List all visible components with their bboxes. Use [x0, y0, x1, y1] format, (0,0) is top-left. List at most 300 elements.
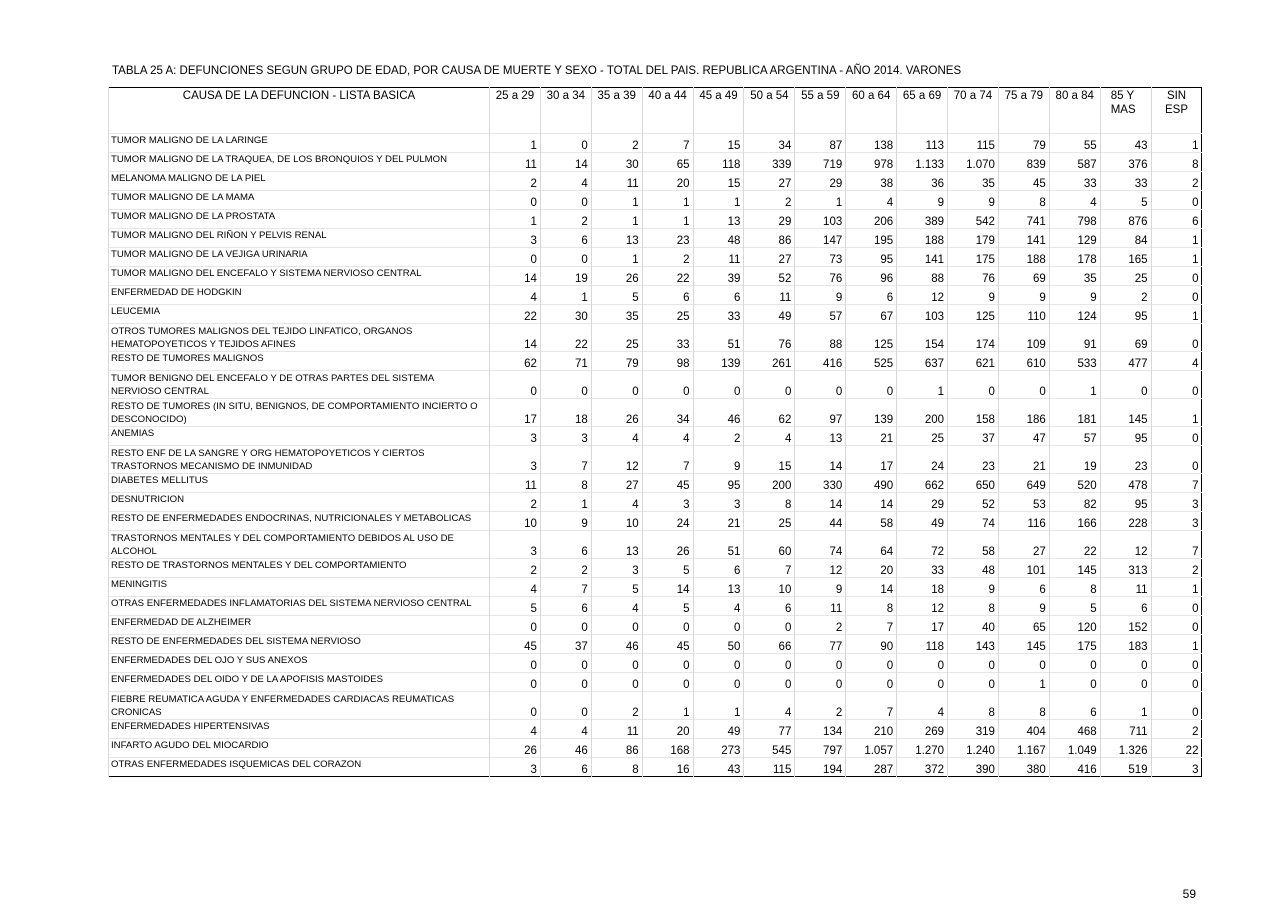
value-cell: 610 — [998, 352, 1049, 371]
value-cell: 1.326 — [1100, 739, 1151, 758]
value-cell: 6 — [540, 531, 591, 559]
value-cell: 65 — [998, 616, 1049, 635]
value-cell: 404 — [998, 720, 1049, 739]
value-cell: 269 — [897, 720, 948, 739]
value-cell: 0 — [744, 371, 795, 399]
value-cell: 76 — [744, 324, 795, 352]
cause-cell: TUMOR MALIGNO DE LA MAMA — [109, 191, 490, 210]
value-cell: 15 — [693, 172, 744, 191]
value-cell: 145 — [998, 635, 1049, 654]
value-cell: 90 — [846, 635, 897, 654]
value-cell: 35 — [948, 172, 999, 191]
value-cell: 2 — [642, 248, 693, 267]
cause-cell: TUMOR MALIGNO DE LA PROSTATA — [109, 210, 490, 229]
value-cell: 22 — [1151, 739, 1202, 758]
value-cell: 0 — [1151, 616, 1202, 635]
value-cell: 43 — [693, 758, 744, 777]
value-cell: 4 — [642, 427, 693, 446]
value-cell: 621 — [948, 352, 999, 371]
value-cell: 1.057 — [846, 739, 897, 758]
value-cell: 77 — [744, 720, 795, 739]
value-cell: 1 — [591, 191, 642, 210]
value-cell: 35 — [591, 305, 642, 324]
value-cell: 3 — [1151, 758, 1202, 777]
value-cell: 339 — [744, 153, 795, 172]
value-cell: 139 — [693, 352, 744, 371]
value-cell: 0 — [1151, 427, 1202, 446]
table-row — [109, 673, 1202, 692]
value-cell: 8 — [1049, 578, 1100, 597]
value-cell: 9 — [693, 446, 744, 474]
value-cell: 9 — [998, 286, 1049, 305]
value-cell: 27 — [591, 474, 642, 493]
value-cell: 0 — [591, 371, 642, 399]
value-cell: 3 — [490, 427, 541, 446]
value-cell: 1 — [591, 210, 642, 229]
value-cell: 2 — [591, 692, 642, 720]
value-cell: 129 — [1049, 229, 1100, 248]
deaths-table — [108, 87, 1202, 777]
value-cell: 95 — [846, 248, 897, 267]
value-cell: 741 — [998, 210, 1049, 229]
value-cell: 1 — [1151, 134, 1202, 153]
value-cell: 40 — [948, 616, 999, 635]
value-cell: 389 — [897, 210, 948, 229]
value-cell: 0 — [744, 673, 795, 692]
value-cell: 9 — [540, 512, 591, 531]
value-cell: 76 — [795, 267, 846, 286]
value-cell: 3 — [642, 493, 693, 512]
value-cell: 26 — [642, 531, 693, 559]
value-cell: 206 — [846, 210, 897, 229]
value-cell: 45 — [998, 172, 1049, 191]
value-cell: 14 — [490, 324, 541, 352]
value-cell: 186 — [998, 399, 1049, 427]
value-cell: 5 — [490, 597, 541, 616]
value-cell: 188 — [998, 248, 1049, 267]
value-cell: 416 — [795, 352, 846, 371]
column-header: 40 a 44 — [642, 88, 693, 134]
cause-cell: ANEMIAS — [109, 427, 490, 446]
table-row — [109, 635, 1202, 654]
value-cell: 77 — [795, 635, 846, 654]
value-cell: 35 — [1049, 267, 1100, 286]
header-row — [109, 88, 1202, 134]
value-cell: 1 — [795, 191, 846, 210]
value-cell: 2 — [693, 427, 744, 446]
value-cell: 797 — [795, 739, 846, 758]
table-row — [109, 654, 1202, 673]
value-cell: 88 — [897, 267, 948, 286]
value-cell: 0 — [490, 692, 541, 720]
value-cell: 115 — [948, 134, 999, 153]
value-cell: 16 — [642, 758, 693, 777]
value-cell: 22 — [1049, 531, 1100, 559]
value-cell: 14 — [846, 578, 897, 597]
value-cell: 0 — [693, 371, 744, 399]
value-cell: 330 — [795, 474, 846, 493]
value-cell: 4 — [744, 427, 795, 446]
cause-cell: TUMOR MALIGNO DE LA VEJIGA URINARIA — [109, 248, 490, 267]
value-cell: 20 — [846, 559, 897, 578]
value-cell: 13 — [795, 427, 846, 446]
value-cell: 1.070 — [948, 153, 999, 172]
value-cell: 6 — [1049, 692, 1100, 720]
value-cell: 0 — [744, 616, 795, 635]
value-cell: 545 — [744, 739, 795, 758]
table-row — [109, 512, 1202, 531]
value-cell: 158 — [948, 399, 999, 427]
value-cell: 57 — [1049, 427, 1100, 446]
value-cell: 166 — [1049, 512, 1100, 531]
value-cell: 64 — [846, 531, 897, 559]
value-cell: 71 — [540, 352, 591, 371]
value-cell: 8 — [948, 692, 999, 720]
value-cell: 24 — [897, 446, 948, 474]
value-cell: 57 — [795, 305, 846, 324]
cause-cell: TUMOR MALIGNO DEL ENCEFALO Y SISTEMA NERVIOSO CENTRAL — [109, 267, 490, 286]
value-cell: 26 — [490, 739, 541, 758]
value-cell: 79 — [998, 134, 1049, 153]
value-cell: 0 — [642, 673, 693, 692]
value-cell: 0 — [795, 673, 846, 692]
value-cell: 6 — [744, 597, 795, 616]
value-cell: 73 — [795, 248, 846, 267]
value-cell: 490 — [846, 474, 897, 493]
value-cell: 2 — [1100, 286, 1151, 305]
value-cell: 478 — [1100, 474, 1151, 493]
value-cell: 9 — [998, 597, 1049, 616]
value-cell: 60 — [744, 531, 795, 559]
value-cell: 5 — [642, 559, 693, 578]
column-header: 60 a 64 — [846, 88, 897, 134]
value-cell: 3 — [490, 446, 541, 474]
value-cell: 19 — [540, 267, 591, 286]
cause-cell: OTROS TUMORES MALIGNOS DEL TEJIDO LINFATICO, ORGANOS HEMATOPOYETICOS Y TEJIDOS AFINES — [109, 324, 490, 352]
table-row — [109, 286, 1202, 305]
value-cell: 47 — [998, 427, 1049, 446]
value-cell: 2 — [540, 559, 591, 578]
value-cell: 14 — [642, 578, 693, 597]
value-cell: 44 — [795, 512, 846, 531]
value-cell: 9 — [948, 191, 999, 210]
column-header: 30 a 34 — [540, 88, 591, 134]
column-header: 65 a 69 — [897, 88, 948, 134]
value-cell: 26 — [591, 399, 642, 427]
table-row — [109, 210, 1202, 229]
value-cell: 1.270 — [897, 739, 948, 758]
table-row — [109, 371, 1202, 399]
cause-cell: TUMOR MALIGNO DE LA TRAQUEA, DE LOS BRONQUIOS Y DEL PULMON — [109, 153, 490, 172]
value-cell: 0 — [1151, 446, 1202, 474]
value-cell: 7 — [1151, 531, 1202, 559]
value-cell: 0 — [1151, 673, 1202, 692]
value-cell: 25 — [744, 512, 795, 531]
value-cell: 18 — [897, 578, 948, 597]
value-cell: 79 — [591, 352, 642, 371]
table-row — [109, 427, 1202, 446]
value-cell: 103 — [897, 305, 948, 324]
value-cell: 15 — [693, 134, 744, 153]
table-row — [109, 720, 1202, 739]
value-cell: 21 — [846, 427, 897, 446]
value-cell: 141 — [998, 229, 1049, 248]
value-cell: 1 — [642, 191, 693, 210]
value-cell: 4 — [591, 427, 642, 446]
value-cell: 195 — [846, 229, 897, 248]
value-cell: 95 — [1100, 427, 1151, 446]
value-cell: 15 — [744, 446, 795, 474]
value-cell: 10 — [490, 512, 541, 531]
value-cell: 2 — [540, 210, 591, 229]
value-cell: 0 — [490, 191, 541, 210]
value-cell: 1 — [642, 692, 693, 720]
value-cell: 4 — [490, 286, 541, 305]
value-cell: 6 — [998, 578, 1049, 597]
value-cell: 210 — [846, 720, 897, 739]
value-cell: 183 — [1100, 635, 1151, 654]
value-cell: 6 — [693, 559, 744, 578]
value-cell: 0 — [1151, 324, 1202, 352]
value-cell: 380 — [998, 758, 1049, 777]
value-cell: 0 — [693, 616, 744, 635]
value-cell: 116 — [998, 512, 1049, 531]
value-cell: 109 — [998, 324, 1049, 352]
value-cell: 525 — [846, 352, 897, 371]
cause-cell: ENFERMEDADES HIPERTENSIVAS — [109, 720, 490, 739]
value-cell: 175 — [948, 248, 999, 267]
value-cell: 1 — [540, 493, 591, 512]
value-cell: 19 — [1049, 446, 1100, 474]
table-row — [109, 399, 1202, 427]
value-cell: 798 — [1049, 210, 1100, 229]
cause-cell: OTRAS ENFERMEDADES INFLAMATORIAS DEL SISTEMA NERVIOSO CENTRAL — [109, 597, 490, 616]
value-cell: 46 — [693, 399, 744, 427]
value-cell: 1 — [693, 692, 744, 720]
value-cell: 95 — [693, 474, 744, 493]
value-cell: 10 — [744, 578, 795, 597]
value-cell: 45 — [642, 474, 693, 493]
value-cell: 1 — [642, 210, 693, 229]
value-cell: 29 — [897, 493, 948, 512]
cause-cell: TUMOR MALIGNO DE LA LARINGE — [109, 134, 490, 153]
value-cell: 30 — [591, 153, 642, 172]
value-cell: 23 — [1100, 446, 1151, 474]
value-cell: 86 — [744, 229, 795, 248]
value-cell: 3 — [591, 559, 642, 578]
table-row — [109, 692, 1202, 720]
value-cell: 1.167 — [998, 739, 1049, 758]
value-cell: 188 — [897, 229, 948, 248]
value-cell: 1 — [1151, 305, 1202, 324]
value-cell: 72 — [897, 531, 948, 559]
value-cell: 9 — [795, 578, 846, 597]
value-cell: 876 — [1100, 210, 1151, 229]
value-cell: 7 — [846, 616, 897, 635]
column-header: 50 a 54 — [744, 88, 795, 134]
value-cell: 33 — [693, 305, 744, 324]
value-cell: 86 — [591, 739, 642, 758]
value-cell: 22 — [490, 305, 541, 324]
value-cell: 0 — [490, 371, 541, 399]
value-cell: 18 — [540, 399, 591, 427]
value-cell: 649 — [998, 474, 1049, 493]
value-cell: 45 — [642, 635, 693, 654]
value-cell: 2 — [1151, 559, 1202, 578]
value-cell: 14 — [846, 493, 897, 512]
value-cell: 5 — [642, 597, 693, 616]
value-cell: 2 — [795, 692, 846, 720]
value-cell: 21 — [998, 446, 1049, 474]
value-cell: 10 — [591, 512, 642, 531]
value-cell: 124 — [1049, 305, 1100, 324]
value-cell: 0 — [540, 371, 591, 399]
table-title: TABLA 25 A: DEFUNCIONES SEGUN GRUPO DE EDAD, POR CAUSA DE MUERTE Y SEXO - TOTAL DEL PAIS. REPUBLICA ARGENTINA - AÑO 2014. VARONES — [112, 65, 962, 77]
cause-cell: RESTO DE TRASTORNOS MENTALES Y DEL COMPORTAMIENTO — [109, 559, 490, 578]
value-cell: 23 — [948, 446, 999, 474]
value-cell: 0 — [540, 191, 591, 210]
value-cell: 91 — [1049, 324, 1100, 352]
value-cell: 98 — [642, 352, 693, 371]
value-cell: 4 — [591, 493, 642, 512]
column-header: 35 a 39 — [591, 88, 642, 134]
value-cell: 24 — [642, 512, 693, 531]
value-cell: 125 — [846, 324, 897, 352]
cause-cell: OTRAS ENFERMEDADES ISQUEMICAS DEL CORAZON — [109, 758, 490, 777]
cause-cell: MENINGITIS — [109, 578, 490, 597]
value-cell: 175 — [1049, 635, 1100, 654]
value-cell: 0 — [1049, 673, 1100, 692]
page-number: 59 — [1182, 887, 1196, 901]
value-cell: 66 — [744, 635, 795, 654]
value-cell: 376 — [1100, 153, 1151, 172]
value-cell: 12 — [591, 446, 642, 474]
value-cell: 33 — [1100, 172, 1151, 191]
value-cell: 168 — [642, 739, 693, 758]
value-cell: 25 — [897, 427, 948, 446]
value-cell: 49 — [744, 305, 795, 324]
value-cell: 9 — [948, 578, 999, 597]
value-cell: 0 — [846, 371, 897, 399]
value-cell: 8 — [846, 597, 897, 616]
value-cell: 13 — [693, 578, 744, 597]
value-cell: 7 — [642, 446, 693, 474]
value-cell: 62 — [744, 399, 795, 427]
value-cell: 0 — [490, 616, 541, 635]
value-cell: 5 — [591, 578, 642, 597]
value-cell: 0 — [795, 371, 846, 399]
value-cell: 637 — [897, 352, 948, 371]
value-cell: 14 — [540, 153, 591, 172]
value-cell: 7 — [744, 559, 795, 578]
value-cell: 0 — [490, 654, 541, 673]
value-cell: 22 — [540, 324, 591, 352]
value-cell: 8 — [998, 692, 1049, 720]
value-cell: 46 — [591, 635, 642, 654]
value-cell: 978 — [846, 153, 897, 172]
value-cell: 33 — [1049, 172, 1100, 191]
value-cell: 2 — [1151, 720, 1202, 739]
value-cell: 0 — [591, 654, 642, 673]
column-header: 80 a 84 — [1049, 88, 1100, 134]
value-cell: 27 — [998, 531, 1049, 559]
value-cell: 125 — [948, 305, 999, 324]
value-cell: 74 — [948, 512, 999, 531]
value-cell: 273 — [693, 739, 744, 758]
column-header: 55 a 59 — [795, 88, 846, 134]
value-cell: 0 — [642, 616, 693, 635]
value-cell: 650 — [948, 474, 999, 493]
value-cell: 1 — [1151, 248, 1202, 267]
value-cell: 0 — [1151, 692, 1202, 720]
value-cell: 0 — [642, 654, 693, 673]
table-row — [109, 531, 1202, 559]
value-cell: 2 — [744, 191, 795, 210]
value-cell: 55 — [1049, 134, 1100, 153]
value-cell: 390 — [948, 758, 999, 777]
value-cell: 50 — [693, 635, 744, 654]
value-cell: 120 — [1049, 616, 1100, 635]
value-cell: 0 — [693, 654, 744, 673]
value-cell: 0 — [540, 654, 591, 673]
value-cell: 711 — [1100, 720, 1151, 739]
value-cell: 228 — [1100, 512, 1151, 531]
value-cell: 319 — [948, 720, 999, 739]
value-cell: 179 — [948, 229, 999, 248]
value-cell: 52 — [744, 267, 795, 286]
value-cell: 74 — [795, 531, 846, 559]
value-cell: 5 — [1049, 597, 1100, 616]
value-cell: 0 — [795, 654, 846, 673]
value-cell: 0 — [693, 673, 744, 692]
value-cell: 34 — [642, 399, 693, 427]
cause-cell: ENFERMEDADES DEL OIDO Y DE LA APOFISIS MASTOIDES — [109, 673, 490, 692]
column-header: 45 a 49 — [693, 88, 744, 134]
value-cell: 0 — [490, 673, 541, 692]
value-cell: 88 — [795, 324, 846, 352]
value-cell: 8 — [948, 597, 999, 616]
value-cell: 51 — [693, 324, 744, 352]
value-cell: 118 — [693, 153, 744, 172]
value-cell: 468 — [1049, 720, 1100, 739]
value-cell: 6 — [693, 286, 744, 305]
value-cell: 46 — [540, 739, 591, 758]
value-cell: 25 — [642, 305, 693, 324]
value-cell: 1.049 — [1049, 739, 1100, 758]
value-cell: 39 — [693, 267, 744, 286]
value-cell: 542 — [948, 210, 999, 229]
value-cell: 165 — [1100, 248, 1151, 267]
value-cell: 6 — [642, 286, 693, 305]
table-row — [109, 229, 1202, 248]
cause-cell: INFARTO AGUDO DEL MIOCARDIO — [109, 739, 490, 758]
cause-cell: ENFERMEDAD DE ALZHEIMER — [109, 616, 490, 635]
value-cell: 14 — [490, 267, 541, 286]
table-row — [109, 597, 1202, 616]
cause-cell: RESTO DE ENFERMEDADES DEL SISTEMA NERVIOSO — [109, 635, 490, 654]
value-cell: 110 — [998, 305, 1049, 324]
cause-cell: TUMOR BENIGNO DEL ENCEFALO Y DE OTRAS PARTES DEL SISTEMA NERVIOSO CENTRAL — [109, 371, 490, 399]
value-cell: 0 — [1151, 597, 1202, 616]
value-cell: 0 — [948, 654, 999, 673]
value-cell: 719 — [795, 153, 846, 172]
value-cell: 20 — [642, 720, 693, 739]
value-cell: 0 — [540, 134, 591, 153]
column-header: 25 a 29 — [490, 88, 541, 134]
value-cell: 1 — [1049, 371, 1100, 399]
value-cell: 3 — [490, 531, 541, 559]
value-cell: 152 — [1100, 616, 1151, 635]
